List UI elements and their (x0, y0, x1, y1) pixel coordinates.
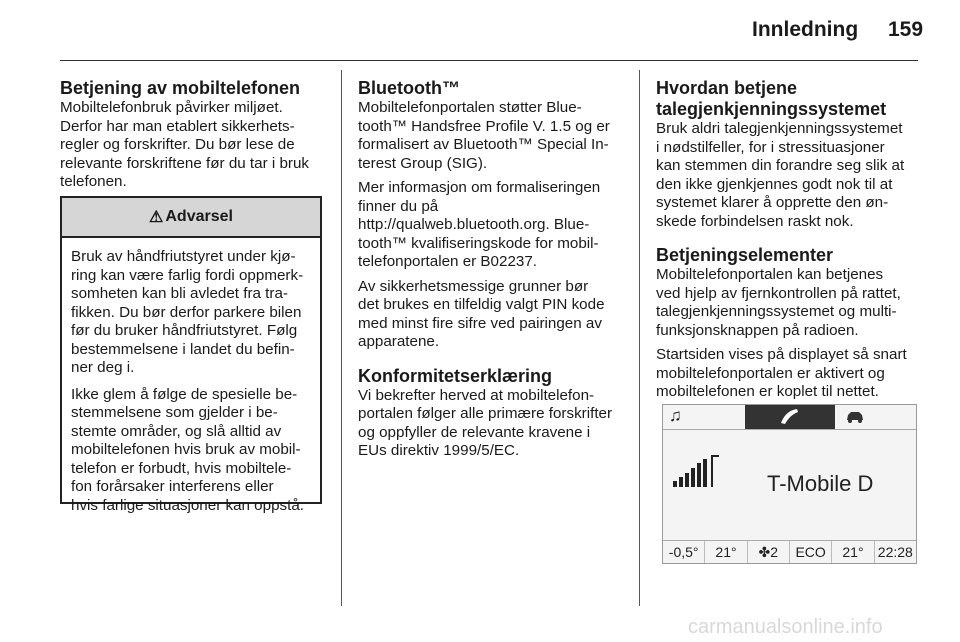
warning-paragraph-1: Bruk av håndfriutstyret under kjø- ring kan være farlig fordi oppmerk- somheten kan bli avledet fra tra- fikken. Du bør derfor parkere bilen før du bruker håndfriutstyret. Følg bestemmelsene i landet du befin- ner deg i. (71, 248, 304, 376)
page-header-title: Innledning (752, 18, 859, 41)
paragraph: Startsiden vises på displayet så snart mobiltelefonportalen er aktivert og mobiltelefonen er koplet til nettet. (656, 346, 907, 400)
fan-icon: ✤ (758, 543, 771, 560)
clock: 22:28 (877, 544, 913, 560)
paragraph: Vi bekrefter herved at mobiltelefon- portalen følger alle primære forskrifter og oppfyller de relevante kravene i EUs direktiv 1999/5/EC. (358, 386, 613, 459)
right-temp: 21° (832, 541, 874, 563)
warning-paragraph-2: Ikke glem å følge de spesielle be- stemmelsene som gjelder i be- stemte områder, og slå alltid av mobiltelefonen hvis bruk av mobil- telefon er forbudt, hvis mobiltele- fon forårsaker interferens eller hvis farlige situasjoner kan oppstå. (71, 385, 305, 514)
signal-strength-icon (673, 455, 725, 489)
radio-display-illustration (662, 404, 917, 564)
section-heading-bluetooth: Bluetooth™ (358, 78, 460, 98)
watermark: carmanualsonline.info (688, 616, 883, 638)
eco-mode: ECO (790, 541, 832, 563)
section-heading-voice: Hvordan betjene talegjenkjenningssystemet (656, 78, 887, 119)
warning-title: Advarsel (165, 208, 233, 225)
header-rule (60, 60, 918, 61)
section-heading-conformity: Konformitetserklæring (358, 365, 553, 386)
column-rule-2 (639, 70, 640, 606)
section-heading: Betjening av mobiltelefonen (60, 78, 301, 98)
fan-level-value: 2 (770, 544, 779, 560)
warning-body (62, 238, 320, 515)
paragraph: Mobiltelefonbruk påvirker miljøet. Derfor har man etablert sikkerhets- regler og forskrifter. Du bør lese de relevante forskriftene før du tar i bruk telefonen. (60, 99, 310, 190)
warning-box (60, 196, 322, 514)
left-temp: 21° (705, 541, 747, 563)
display-status-bar (663, 540, 916, 563)
warning-triangle-icon: ⚠ (149, 209, 164, 226)
fan-level (748, 541, 790, 563)
page-number: 159 (888, 18, 924, 41)
column-2 (358, 78, 626, 467)
section-heading-controls: Betjeningselementer (656, 245, 834, 265)
outside-temp: -0,5° (663, 541, 705, 563)
paragraph: Mobiltelefonportalen kan betjenes ved hjelp av fjernkontrollen på rattet, talegjenkjenningssystemet og multi- funksjonsknappen på radioen. (656, 266, 901, 339)
car-icon (845, 410, 865, 424)
column-3 (656, 78, 924, 408)
operator-name: T-Mobile D (767, 471, 874, 496)
paragraph: Mobiltelefonportalen støtter Blue- tooth™ Handsfree Profile V. 1.5 og er formalisert av Bluetooth™ Special In- terest Group (SIG). (358, 99, 610, 172)
paragraph: Mer informasjon om formaliseringen finner du på http://qualweb.bluetooth.org. Blue- tooth™ kvalifiseringskode for mobil- telefonportalen er B02237. (358, 179, 601, 270)
column-1 (60, 78, 324, 198)
display-top-bar (663, 405, 916, 430)
paragraph: Bruk aldri talegjenkjenningssystemet i nødstilfeller, for i stressituasjoner kan stemmen din forandre seg slik at den ikke gjenkjennes godt nok til at systemet klarer å opprette den øn- skede forbindelsen raskt nok. (656, 120, 905, 230)
column-rule-1 (341, 70, 342, 606)
warning-header (62, 198, 320, 238)
music-note-icon: ♫ (669, 406, 682, 425)
phone-handset-icon (745, 405, 835, 429)
phone-tab-active (745, 405, 835, 429)
paragraph: Av sikkerhetsmessige grunner bør det brukes en tilfeldig valgt PIN kode med minst fire sifre ved pairingen av apparatene. (358, 277, 605, 350)
